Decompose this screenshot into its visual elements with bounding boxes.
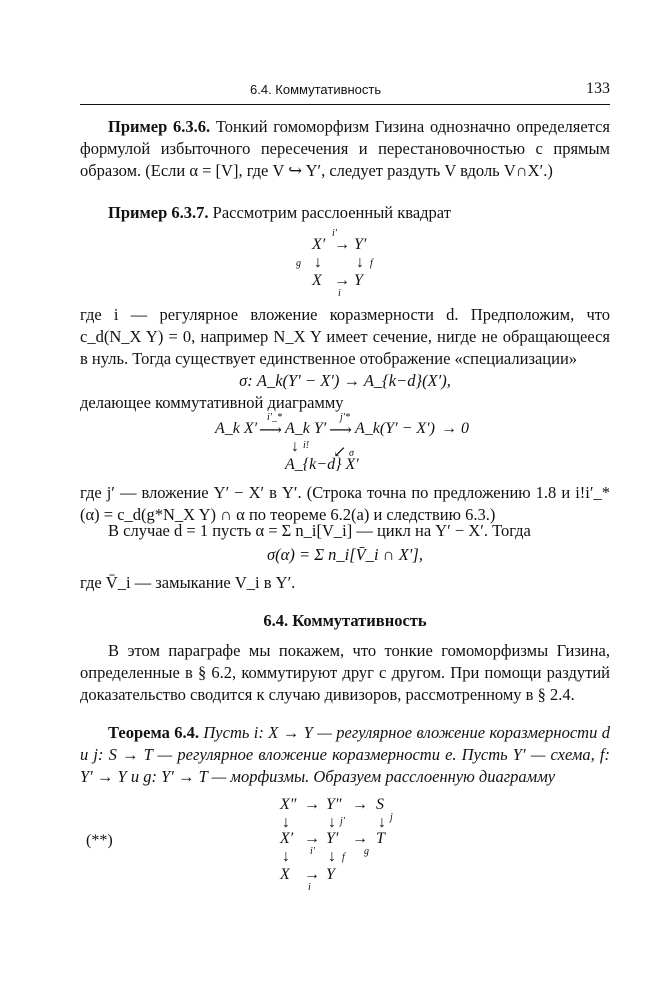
arrow-label: i! (303, 440, 310, 451)
arrow: ⟶ (259, 422, 282, 439)
arrow-label: i′ (310, 846, 315, 857)
paragraph (80, 520, 610, 542)
arrow-label: f (342, 852, 345, 863)
arrow: → (334, 236, 350, 253)
example-6-3-6 (80, 116, 610, 182)
example-label: Пример 6.3.7. (108, 203, 209, 222)
theorem-6-4 (80, 722, 610, 788)
page-number: 133 (586, 80, 610, 97)
node: X′ (280, 830, 294, 847)
paragraph (80, 640, 610, 706)
paragraph (80, 304, 610, 370)
arrow: ↓ (356, 254, 364, 271)
node: T (376, 830, 385, 847)
running-header (80, 80, 610, 105)
fiber-square-diagram (290, 228, 410, 298)
arrow: → (304, 830, 320, 847)
section-title-text: 6.4. Коммутативность (263, 611, 427, 630)
node: → 0 (441, 420, 469, 437)
arrow-label: i′ (332, 228, 337, 239)
arrow-label: j′* (340, 412, 350, 423)
sigma-formula: σ: A_k(Y′ − X′) → A_{k−d}(X′), (239, 371, 451, 390)
formula (80, 370, 610, 392)
arrow: → (304, 866, 320, 883)
arrow-label: f (370, 258, 373, 269)
paragraph-text: В этом параграфе мы покажем, что тонкие гомоморфизмы Гизина, определенные в § 6.2, коммутируют друг с другом. При помощи раздутий доказательство сводится к случаю дивизоров, рассмотренному в § 2.4. (80, 641, 610, 704)
arrow-label: g (296, 258, 301, 269)
node: A_k X′ (215, 420, 258, 437)
node: A_k Y′ (285, 420, 327, 437)
section-heading: 6.4. Коммутативность (250, 82, 382, 97)
node: Y (354, 272, 363, 289)
paragraph-text: где j′ — вложение Y′ − X′ в Y′. (Строка точна по предложению 1.8 и i!i′_*(α) = c_d(g*N_X Y) ∩ α по теореме 6.2(a) и следствию 6.3.) (80, 483, 610, 524)
paragraph-text: где V̄_i — замыкание V_i в Y′. (80, 573, 296, 592)
node: Y′ (354, 236, 367, 253)
paragraph-text: где i — регулярное вложение коразмерности d. Предположим, что c_d(N_X Y) = 0, например N_X Y имеет сечение, нигде не обращающееся в нуль. Тогда существует единственное отображение «специализации» (80, 305, 610, 368)
node: X′ (312, 236, 326, 253)
node: Y″ (326, 796, 342, 813)
arrow: → (352, 830, 368, 847)
commutative-diagram (215, 412, 495, 476)
node: X (280, 866, 290, 883)
tag-label: (**) (86, 832, 113, 849)
example-text: Рассмотрим расслоенный квадрат (208, 203, 451, 222)
arrow-label: g (364, 846, 369, 857)
arrow: → (304, 796, 320, 813)
arrow: ↓ (378, 814, 386, 831)
node: S (376, 796, 384, 813)
paragraph (80, 572, 610, 594)
arrow-label: i (338, 288, 341, 299)
arrow: ↓ (328, 814, 336, 831)
arrow: ↙ (333, 444, 347, 461)
arrow: ⟶ (329, 422, 352, 439)
theorem-text: Пусть i: X → Y — регулярное вложение коразмерности d и j: S → T — регулярное вложение коразмерности e. Пусть Y′ — схема, f: Y′ → Y и g: Y′ → T — морфизмы. Образуем расслоенную диаграмму (80, 723, 611, 786)
section-title (80, 610, 610, 632)
node: Y (326, 866, 335, 883)
arrow: → (334, 272, 350, 289)
arrow-label: i (308, 882, 311, 893)
arrow: ↓ (291, 438, 299, 455)
arrow-label: σ (349, 448, 354, 459)
node: A_{k−d} X′ (285, 456, 359, 473)
arrow: ↓ (314, 254, 322, 271)
arrow: → (352, 796, 368, 813)
node: X (312, 272, 322, 289)
example-label: Пример 6.3.6. (108, 117, 211, 136)
arrow-label: j (390, 812, 393, 823)
arrow: ↓ (282, 814, 290, 831)
example-text: Тонкий гомоморфизм Гизина однозначно определяется формулой избыточного пересечения и перестановочностью с прямым образом. (Если α = [V], где V ↪ Y′, следует раздуть V вдоль V∩X′.) (80, 117, 610, 180)
paragraph (80, 392, 610, 414)
example-6-3-7 (80, 202, 610, 224)
node: Y′ (326, 830, 339, 847)
theorem-diagram (280, 796, 420, 900)
paragraph-text: делающее коммутативной диаграмму (80, 393, 344, 412)
theorem-label: Теорема 6.4. (108, 723, 199, 742)
arrow: ↓ (328, 848, 336, 865)
paragraph-text: В случае d = 1 пусть α = Σ n_i[V_i] — цикл на Y′ − X′. Тогда (108, 521, 531, 540)
node: A_k(Y′ − X′) (355, 420, 435, 437)
arrow-label: j′ (340, 816, 345, 827)
arrow: ↓ (282, 848, 290, 865)
sum-formula: σ(α) = Σ n_i[V̄_i ∩ X′], (267, 545, 423, 564)
node: X″ (280, 796, 297, 813)
arrow-label: i′_* (267, 412, 282, 423)
formula (80, 544, 610, 566)
